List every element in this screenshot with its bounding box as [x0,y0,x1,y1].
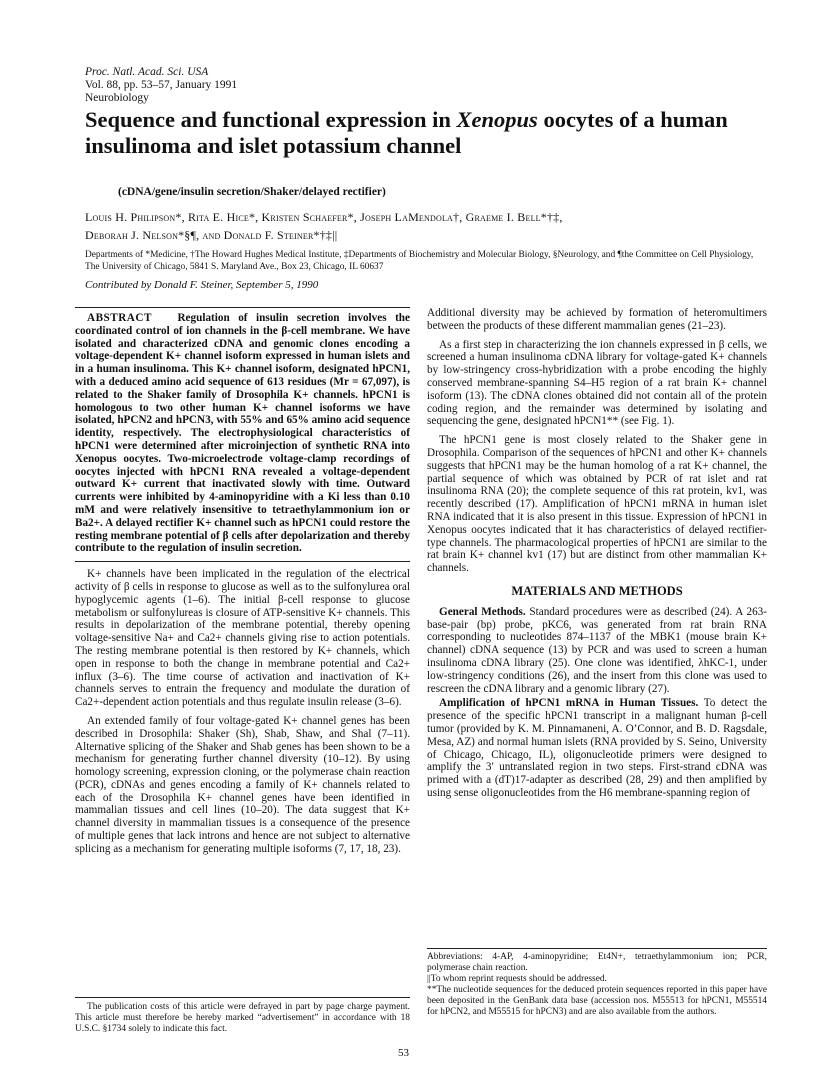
journal-name: Proc. Natl. Acad. Sci. USA [85,66,209,78]
title-part-1: Sequence and functional expression in [85,107,457,132]
footnotes [427,948,767,1018]
right-column [427,307,767,800]
methods-general-text: Standard procedures were as described (24). A 263-base-pair (bp) probe, pKC6, was generated from rat brain RNA corresponding to nucleotides 874–1137 of the MBK1 (mouse brain K+ channel) cDNA sequence (13) by PCR and was used to screen a human insulinoma cDNA library (25). One clone was identified, λhKC-1, under low-stringency conditions (26), and the insert from this clone was used to rescreen the cDNA library and a genomic library (27). [427,605,767,695]
abstract [75,307,410,562]
methods-heading: MATERIALS AND METHODS [511,583,683,598]
title-italic: Xenopus [456,107,538,132]
body-paragraph: K+ channels have been implicated in the regulation of the electrical activity of β cells in response to glucose as well as to the sulfonylurea oral hypoglycemic agents (1–6). The initial β-cell response to glucose metabolism or sulfonylureas is closure of ATP-sensitive K+ channels. This results in depolarization of the membrane potential, thereby opening voltage-sensitive Na+ and Ca2+ channels giving rise to action potentials. The resting membrane potential is then restored by K+ channels, which open in response to both the change in membrane potential and Ca2+ influx (3–6). The time course of activation and inactivation of K+ channels serves to entrain the frequency and modulate the duration of Ca2+-dependent action potentials and thus regulate insulin release (3–6). [75,568,410,709]
section-name: Neurobiology [85,92,149,104]
cost-note-text: The publication costs of this article were defrayed in part by page charge payment. This article must therefore be hereby marked “advertisement” in accordance with 18 U.S.C. §1734 solely to indicate this fact. [75,1002,410,1034]
body-paragraph: The hPCN1 gene is most closely related to the Shaker gene in Drosophila. Comparison of the sequences of hPCN1 and other K+ channels suggests that hPCN1 may be the human homolog of a rat K+ channel, the partial sequence of which was obtained by PCR of rat islet and rat insulinoma RNA (20); the complete sequence of this rat protein, kv1, was recently described (17). Amplification of hPCN1 mRNA in human islet RNA indicated that it is also present in this tissue. Expression of hPCN1 in Xenopus oocytes indicated that it has characteristics of delayed rectifier-type channels. The pharmacological properties of hPCN1 are similar to the rat brain K+ channel kv1 (17) but are distinct from other mammalian K+ channels. [427,434,767,575]
title-part-2: oocytes of a human insulinoma and islet potassium channel [85,107,728,158]
footnote: Abbreviations: 4-AP, 4-aminopyridine; Et4N+, tetraethylammonium ion; PCR, polymerase chain reaction. [427,952,767,973]
volume-line: Vol. 88, pp. 53–57, January 1991 [85,79,238,91]
keywords: (cDNA/gene/insulin secretion/Shaker/delayed rectifier) [118,186,386,198]
page-number: 53 [398,1047,409,1059]
authors-line-2: Deborah J. Nelson*§¶, and Donald F. Steiner*†‡|| [85,228,338,242]
contributed-line: Contributed by Donald F. Steiner, September 5, 1990 [85,279,319,291]
publication-cost-note [75,997,410,1035]
methods-paragraph-general [427,606,767,696]
body-paragraph: An extended family of four voltage-gated K+ channel genes has been described in Drosophila: Shaker (Sh), Shab, Shaw, and Shal (7–11). Alternative splicing of the Shaker and Shab genes has been shown to be a mechanism for generating further channel diversity (10–12). By using homology screening, expression cloning, or the polymerase chain reaction (PCR), cDNAs and genes encoding a family of K+ channels related to each of the Drosophila K+ channel genes have been identified in mammalian tissues and cell lines (10–20). The data suggest that K+ channel diversity in mammalian tissues is a consequence of the presence of multiple genes that lack introns and hence are not subject to alternative splicing as a mechanism for generating multiple isoforms (7, 17, 18, 23). [75,714,410,855]
abstract-label: ABSTRACT [87,312,152,324]
left-column [75,307,410,856]
methods-paragraph-amplification [427,697,767,799]
footnote: **The nucleotide sequences for the deduced protein sequences reported in this paper have been deposited in the GenBank data base (accession nos. M55513 for hPCN1, M55514 for hPCN2, and M55515 for hPCN3) and are also available from the authors. [427,985,767,1017]
authors-line-1: Louis H. Philipson*, Rita E. Hice*, Kristen Schaefer*, Joseph LaMendola†, Graeme I. Bell*†‡, [85,210,563,224]
abstract-text: Regulation of insulin secretion involves the coordinated control of ion channels in the β-cell membrane. We have isolated and characterized cDNA and genomic clones encoding a voltage-dependent K+ channel isoform expressed in human islets and in a human insulinoma. This K+ channel isoform, designated hPCN1, with a deduced amino acid sequence of 613 residues (Mr = 67,097), is related to the Shaker family of Drosophila K+ channels. hPCN1 is homologous to two other human K+ channel isoforms we have isolated, hPCN2 and hPCN3, with 55% and 65% amino acid sequence identity, respectively. The electrophysiological characteristics of hPCN1 were determined after microinjection of synthetic RNA into Xenopus oocytes. Two-microelectrode voltage-clamp recordings of oocytes injected with hPCN1 RNA revealed a voltage-dependent outward K+ current that inactivated slowly with time. Outward currents were inhibited by 4-aminopyridine with a Ki less than 0.10 mM and were relatively insensitive to tetraethylammonium ion or Ba2+. A delayed rectifier K+ channel such as hPCN1 could restore the resting membrane potential of β cells after depolarization and thereby contribute to the regulation of insulin secretion. [75,312,410,555]
paper-title [85,107,765,159]
footnote: ||To whom reprint requests should be addressed. [427,974,607,984]
runin-head: General Methods. [439,605,526,618]
author-list [85,208,755,244]
runin-head: Amplification of hPCN1 mRNA in Human Tissues. [439,697,699,710]
journal-header [85,66,237,105]
body-paragraph: Additional diversity may be achieved by formation of heteromultimers between the products of these different mammalian genes (21–23). [427,307,767,332]
methods-amp-text: To detect the presence of the specific hPCN1 transcript in a malignant human β-cell tumor (provided by K. M. Pinnamaneni, A. O’Connor, and B. D. Ragsdale, Mesa, AZ) and normal human islets (RNA provided by S. Seino, University of Chicago, Chicago, IL), oligonucleotide primers were designed to amplify the 3′ untranslated region in two steps. First-strand cDNA was primed with a (dT)17-adapter as described (28, 29) and then amplified by using sense oligonucleotides from the H6 membrane-spanning region of [427,697,767,799]
affiliation: Departments of *Medicine, †The Howard Hughes Medical Institute, ‡Departments of Biochemistry and Molecular Biology, §Neurology, and ¶the Committee on Cell Physiology, The University of Chicago, 5841 S. Maryland Ave., Box 23, Chicago, IL 60637 [85,250,754,272]
body-paragraph: As a first step in characterizing the ion channels expressed in β cells, we screened a human insulinoma cDNA library for voltage-gated K+ channels by low-stringency cross-hybridization with a probe encoding the highly conserved membrane-spanning S4–H5 region of a rat brain K+ channel isoform (13). The cDNA clones obtained did not contain all of the protein coding region, and the remainder was determined by isolating and sequencing the gene, designated hPCN1** (see Fig. 1). [427,338,767,428]
